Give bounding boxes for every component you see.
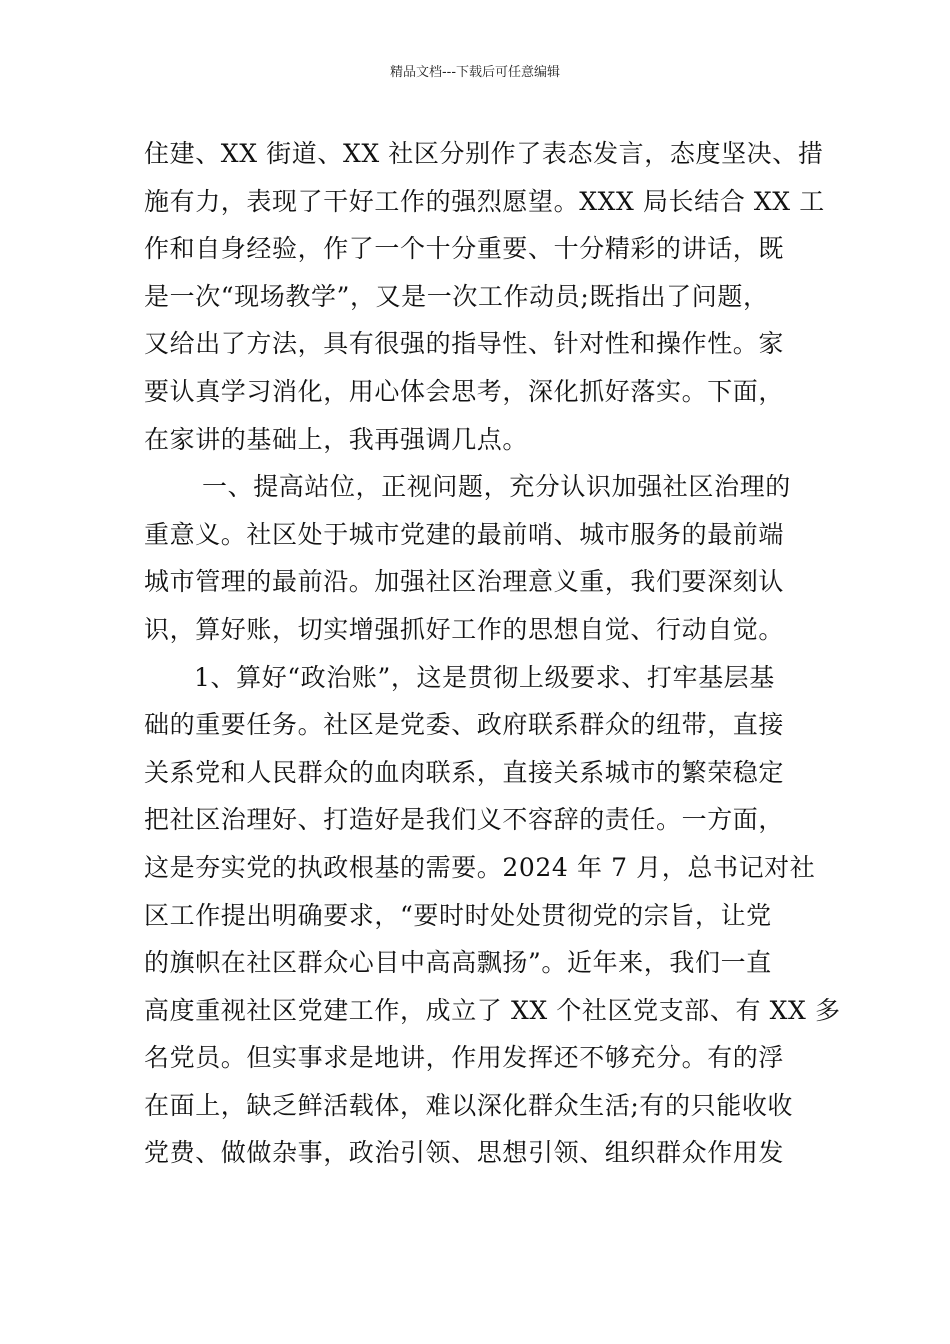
text-line: 城市管理的最前沿。加强社区治理意义重，我们要深刻认 (144, 567, 785, 597)
text-line: 重意义。社区处于城市党建的最前哨、城市服务的最前端 (144, 519, 785, 549)
text-line: 又给出了方法，具有很强的指导性、针对性和操作性。家 (144, 329, 785, 359)
text-line: 础的重要任务。社区是党委、政府联系群众的纽带，直接 (144, 710, 785, 740)
text-line: 识，算好账，切实增强抓好工作的思想自觉、行动自觉。 (144, 614, 785, 644)
text-line: 在家讲的基础上，我再强调几点。 (144, 424, 529, 454)
text-line: 是一次“现场教学”，又是一次工作动员;既指出了问题， (144, 281, 769, 311)
text-line: 住建、XX 街道、XX 社区分别作了表态发言，态度坚决、措 (144, 139, 824, 168)
text-line: 这是夯实党的执政根基的需要。2024 年 7 月，总书记对社 (144, 852, 816, 882)
text-line: 要认真学习消化，用心体会思考，深化抓好落实。下面， (144, 376, 785, 406)
page-header: 精品文档---下载后可任意编辑 (389, 65, 561, 80)
text-line: 在面上，缺乏鲜活载体，难以深化群众生活;有的只能收收 (144, 1090, 794, 1120)
text-line: 党费、做做杂事，政治引领、思想引领、组织群众作用发 (144, 1138, 785, 1168)
text-line: 施有力，表现了干好工作的强烈愿望。XXX 局长结合 XX 工 (144, 186, 825, 216)
subsection-heading-line: 1、算好“政治账”，这是贯彻上级要求、打牢基层基 (194, 662, 775, 692)
text-line: 关系党和人民群众的血肉联系，直接关系城市的繁荣稳定 (144, 757, 785, 787)
text-line: 高度重视社区党建工作，成立了 XX 个社区党支部、有 XX 多 (144, 995, 841, 1025)
text-line: 作和自身经验，作了一个十分重要、十分精彩的讲话，既 (144, 234, 785, 264)
text-line: 区工作提出明确要求，“要时时处处贯彻党的宗旨，让党 (144, 900, 772, 930)
section-heading-line: 一、提高站位，正视问题，充分认识加强社区治理的 (202, 472, 791, 502)
text-line: 的旗帜在社区群众心目中高高飘扬”。近年来，我们一直 (144, 948, 772, 978)
text-line: 把社区治理好、打造好是我们义不容辞的责任。一方面， (144, 805, 785, 835)
text-line: 名党员。但实事求是地讲，作用发挥还不够充分。有的浮 (144, 1043, 785, 1073)
document-body (144, 130, 841, 1177)
